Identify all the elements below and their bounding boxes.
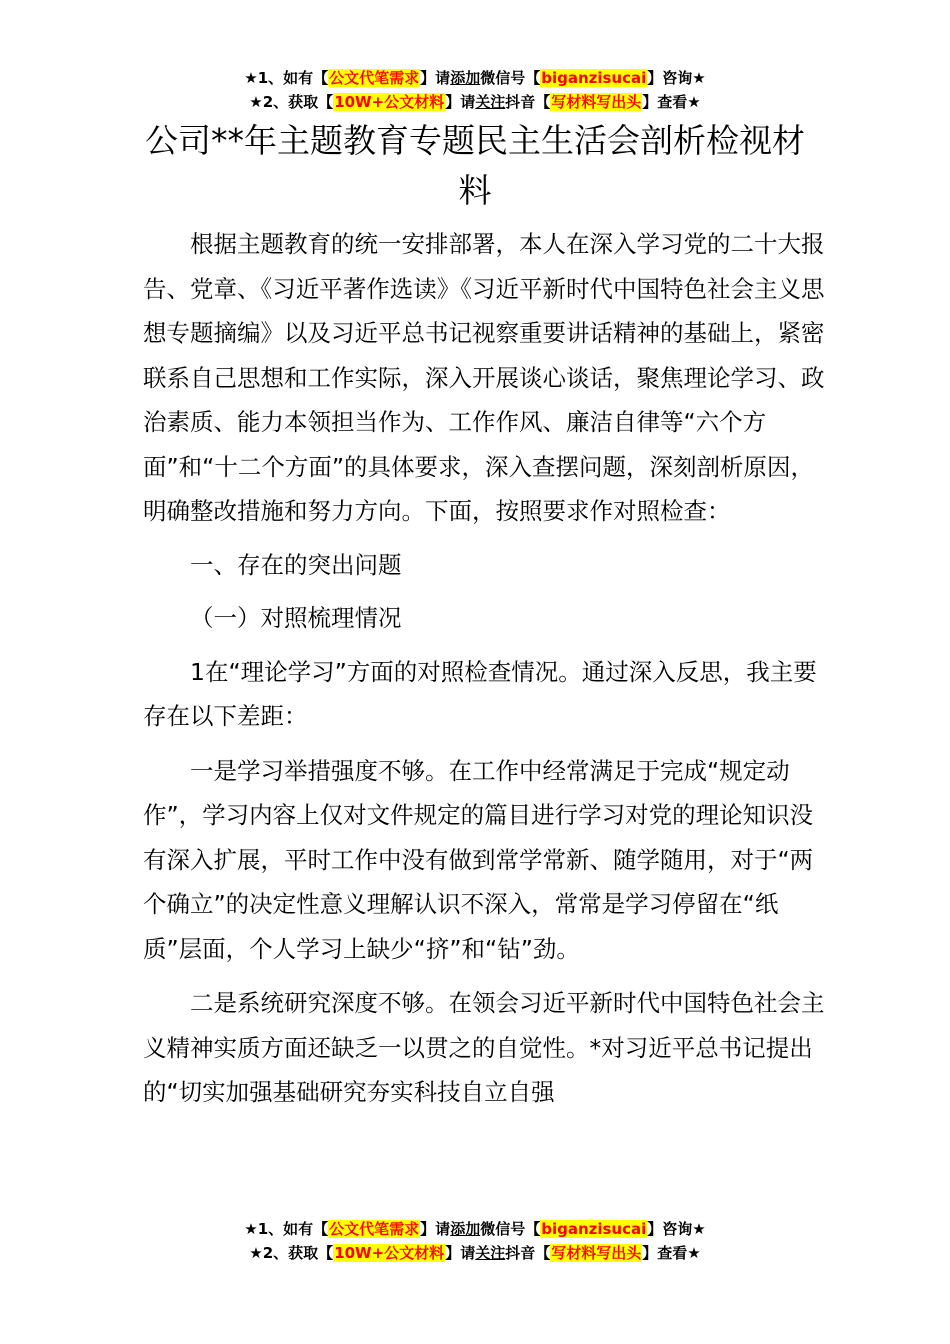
promo-text: 微信号【 (480, 1220, 541, 1238)
paragraph-point-2: 二是系统研究深度不够。在领会习近平新时代中国特色社会主义精神实质方面还缺乏一以贯之的自觉性。*对习近平总书记提出的“切实加强基础研究夯实科技自立自强 (143, 989, 825, 1106)
promo-text: ★1、如有【 (244, 1220, 329, 1238)
promo-line-1 (0, 66, 950, 90)
promo-highlight: biganzisucai (541, 1220, 647, 1238)
promo-text: ★2、获取【 (249, 1244, 334, 1262)
heading-section-1: 一、存在的突出问题 (190, 550, 402, 579)
promo-highlight: 写材料写出头 (551, 93, 642, 111)
promo-text: 】请 (445, 1244, 476, 1262)
promo-line-2 (0, 1241, 950, 1265)
paragraph-intro: 根据主题教育的统一安排部署，本人在深入学习党的二十大报告、党章、《习近平著作选读》《习近平新时代中国特色社会主义思想专题摘编》以及习近平总书记视察重要讲话精神的基础上，紧密联系自己思想和工作实际，深入开展谈心谈话，聚焦理论学习、政治素质、能力本领担当作为、工作作风、廉洁自律等“六个方面”和“十二个方面”的具体要求，深入查摆问题，深刻剖析原因，明确整改措施和努力方向。下面，按照要求作对照检查： (143, 230, 825, 525)
promo-highlight: 写材料写出头 (551, 1244, 642, 1262)
promo-text: ★2、获取【 (249, 93, 334, 111)
document-body (143, 222, 833, 1115)
promo-line-1 (0, 1217, 950, 1241)
promo-text: 】请 (420, 69, 451, 87)
promo-text: 】请 (420, 1220, 451, 1238)
paragraph-point-1: 一是学习举措强度不够。在工作中经常满足于完成“规定动作”，学习内容上仅对文件规定的篇目进行学习对党的理论知识没有深入扩展，平时工作中没有做到常学常新、随学随用，对于“两个确立”的决定性意义理解认识不深入，常常是学习停留在“纸质”层面，个人学习上缺少“挤”和“钻”劲。 (143, 756, 814, 963)
promo-underlined-text: 关注 (475, 1244, 506, 1262)
promo-text: 抖音【 (505, 93, 551, 111)
top-promo-banner (0, 66, 950, 114)
promo-text: 】查看★ (642, 1244, 701, 1262)
promo-text: ★1、如有【 (244, 69, 329, 87)
promo-highlight: 公文代笔需求 (329, 69, 420, 87)
promo-highlight: 10W+公文材料 (334, 1244, 445, 1262)
bottom-promo-banner (0, 1217, 950, 1265)
promo-text: 】咨询★ (647, 69, 706, 87)
promo-text: 】请 (445, 93, 476, 111)
promo-line-2 (0, 90, 950, 114)
paragraph-item-1: 1在“理论学习”方面的对照检查情况。通过深入反思，我主要存在以下差距： (143, 657, 817, 730)
promo-highlight: 10W+公文材料 (334, 93, 445, 111)
document-title: 公司**年主题教育专题民主生活会剖析检视材料 (145, 121, 805, 210)
promo-text: 】查看★ (642, 93, 701, 111)
promo-highlight: biganzisucai (541, 69, 647, 87)
promo-text: 抖音【 (505, 1244, 551, 1262)
promo-underlined-text: 添加 (450, 69, 481, 87)
promo-underlined-text: 关注 (475, 93, 506, 111)
promo-text: 微信号【 (480, 69, 541, 87)
promo-highlight: 公文代笔需求 (329, 1220, 420, 1238)
heading-subsection-1: （一）对照梳理情况 (190, 604, 402, 632)
promo-underlined-text: 添加 (450, 1220, 481, 1238)
promo-text: 】咨询★ (647, 1220, 706, 1238)
